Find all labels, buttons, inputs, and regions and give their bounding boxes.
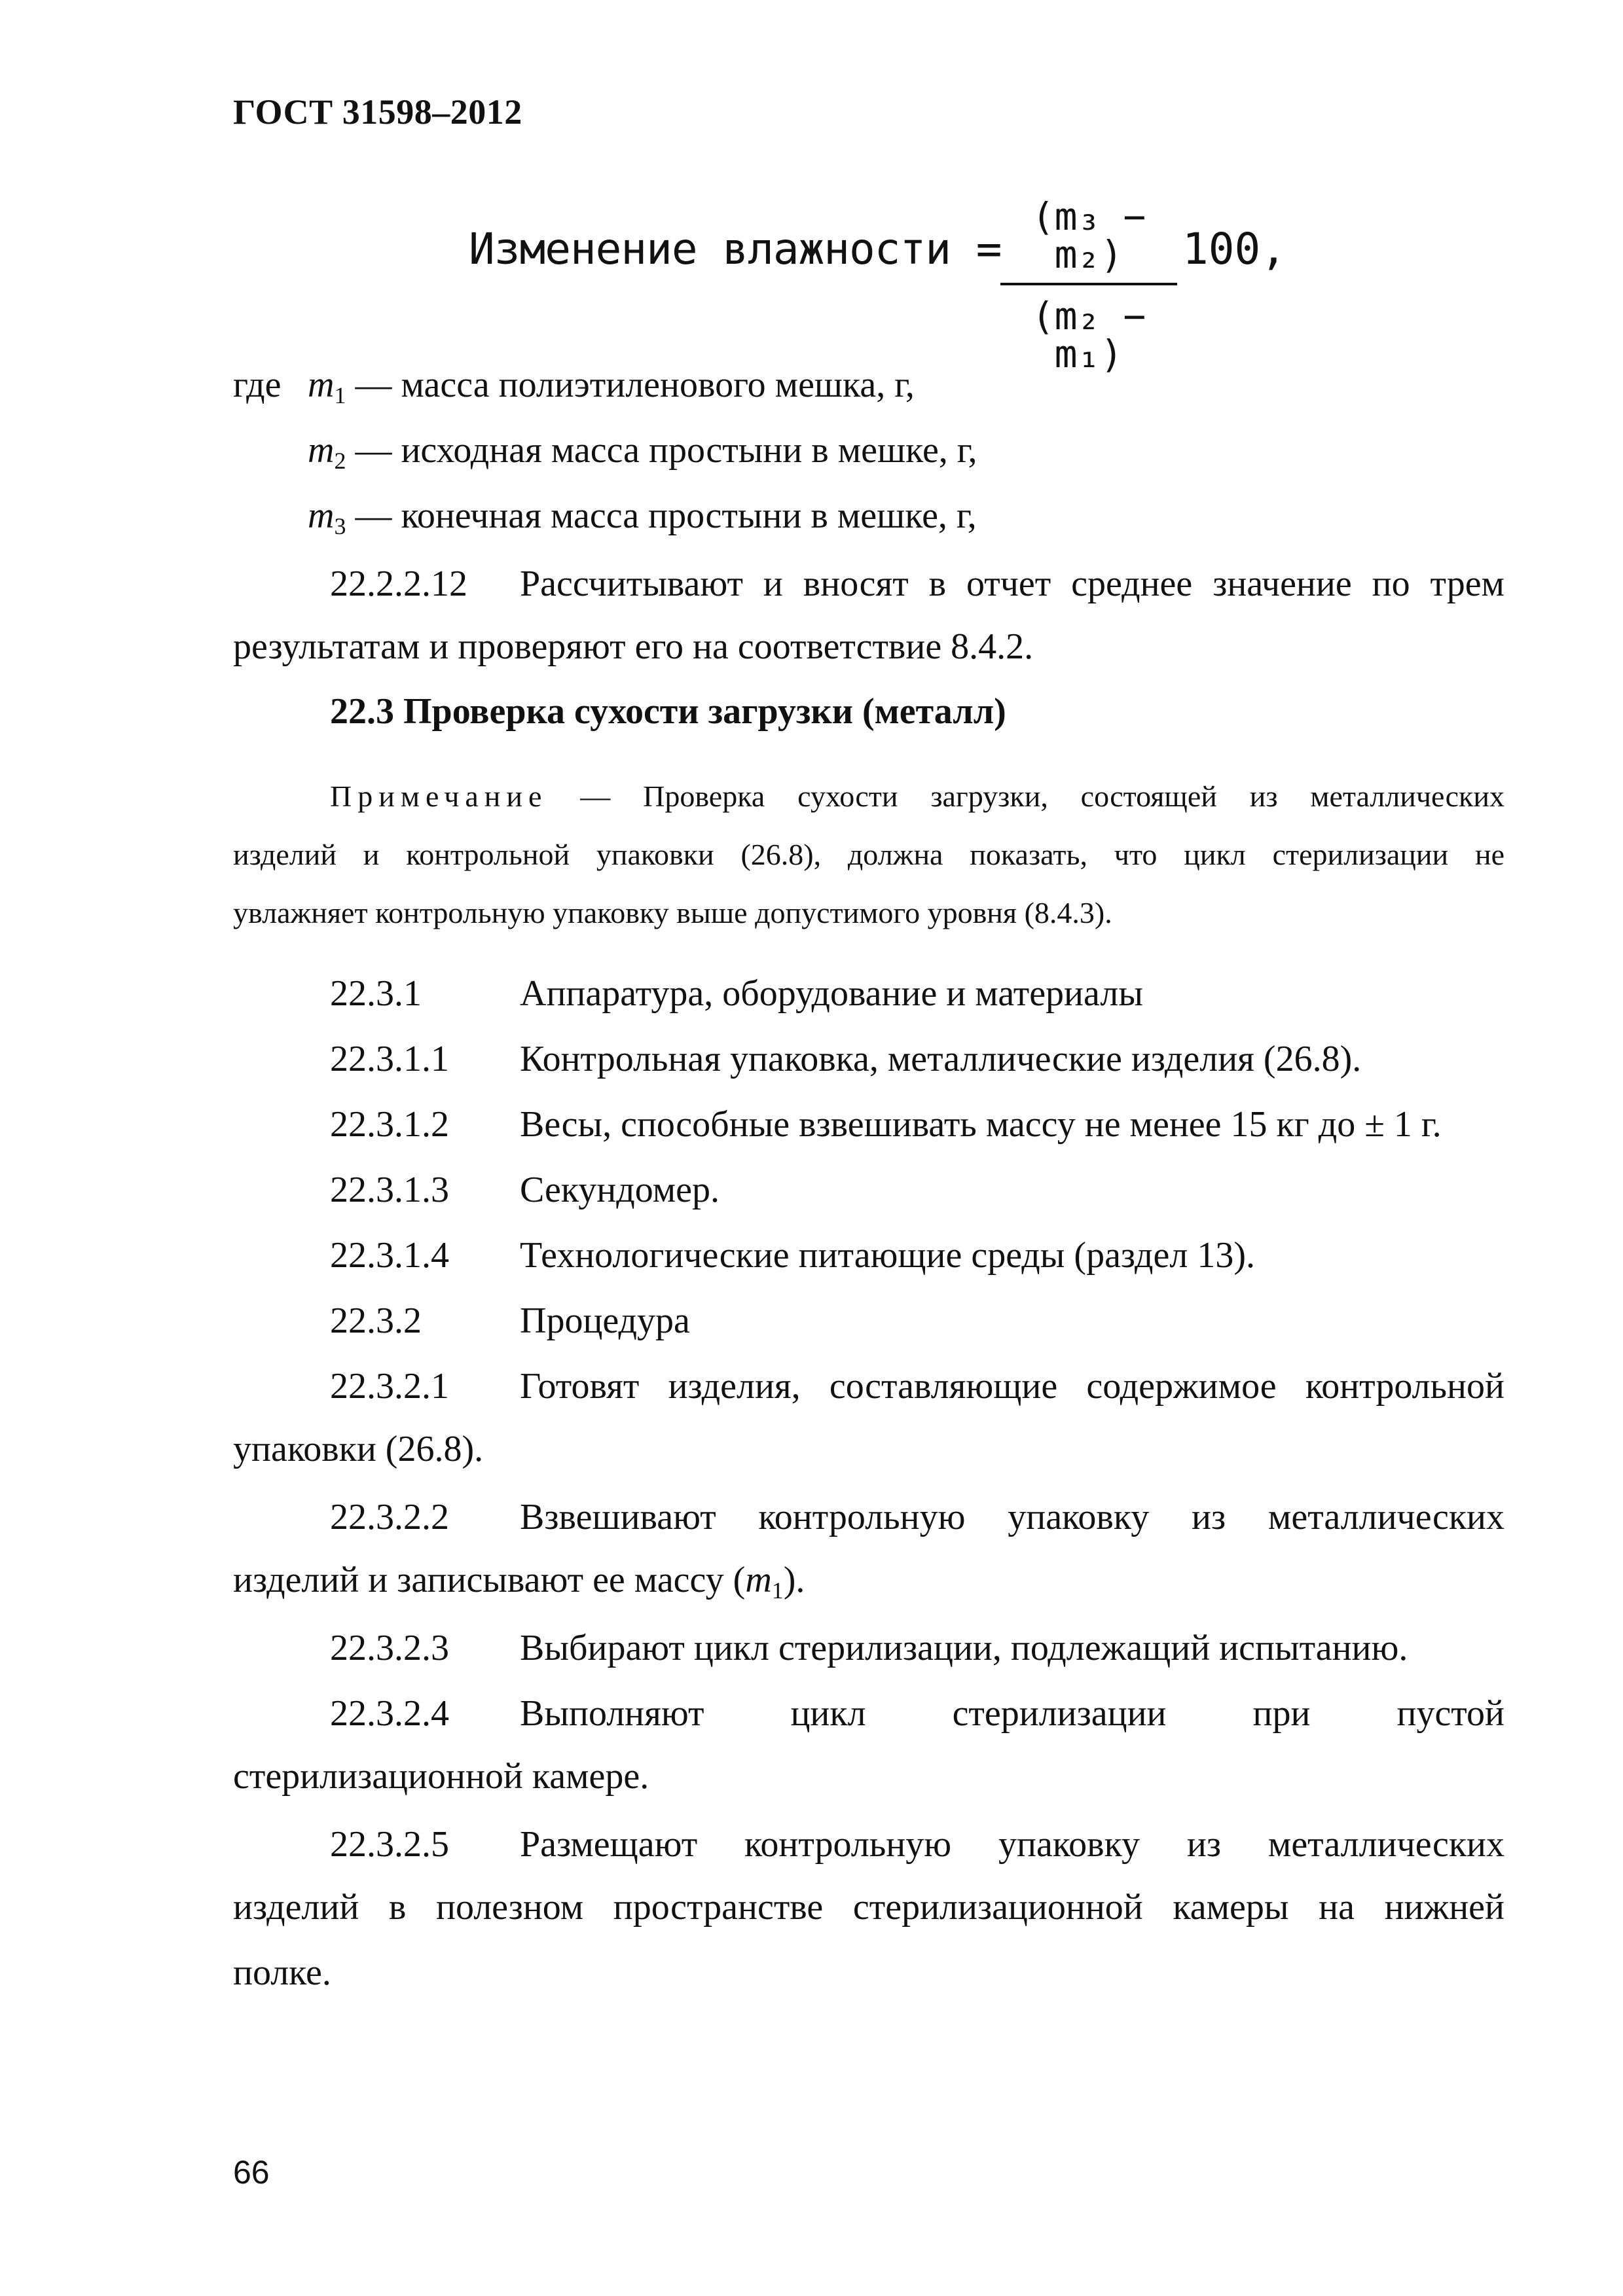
formula-numerator: (m₃ − m₂) bbox=[1031, 194, 1146, 277]
where-intro: где bbox=[233, 365, 282, 405]
where-item: $m_2$ — исходная масса простыни в мешке, г, bbox=[308, 430, 977, 474]
clause-text: Секундомер. bbox=[520, 1170, 720, 1210]
note-label: Примечание bbox=[330, 780, 548, 813]
clause-text: Весы, способные взвешивать массу не менее 15 кг до ± 1 г. bbox=[520, 1104, 1442, 1145]
clause-text: Рассчитывают и вносят в отчет среднее значение по трем bbox=[520, 564, 1504, 604]
clause-text: Процедура bbox=[520, 1300, 690, 1341]
where-item: $m_1$ — масса полиэтиленового мешка, г, bbox=[308, 365, 915, 408]
clause-text: Технологические питающие среды (раздел 13). bbox=[520, 1235, 1255, 1276]
clause-text-continuation: стерилизационной камере. bbox=[233, 1756, 649, 1797]
clause-text: Взвешивают контрольную упаковку из металлических bbox=[520, 1497, 1504, 1537]
clause-number: 22.3.2 bbox=[330, 1300, 422, 1341]
clause-number: 22.3.2.1 bbox=[330, 1366, 449, 1407]
note-line: Примечание — Проверка сухости загрузки, состоящей из металлических bbox=[330, 780, 1504, 813]
section-heading: 22.3 Проверка сухости загрузки (металл) bbox=[330, 691, 1006, 732]
clause-text: Аппаратура, оборудование и материалы bbox=[520, 973, 1143, 1014]
clause-number: 22.3.2.5 bbox=[330, 1824, 449, 1865]
clause-number: 22.3.2.2 bbox=[330, 1497, 449, 1537]
clause-number: 22.2.2.12 bbox=[330, 564, 467, 604]
clause-text-continuation: полке. bbox=[233, 1952, 331, 1993]
note-line: увлажняет контрольную упаковку выше допустимого уровня (8.4.3). bbox=[233, 896, 1112, 929]
note-line: изделий и контрольной упаковки (26.8), должна показать, что цикл стерилизации не bbox=[233, 838, 1504, 871]
clause-text-continuation: изделий в полезном пространстве стерилизационной камеры на нижней bbox=[233, 1887, 1504, 1928]
clause-text-continuation: упаковки (26.8). bbox=[233, 1429, 484, 1469]
clause-number: 22.3.1.3 bbox=[330, 1170, 449, 1210]
page-number: 66 bbox=[233, 2154, 270, 2191]
clause-text: Выбирают цикл стерилизации, подлежащий испытанию. bbox=[520, 1628, 1408, 1668]
clause-number: 22.3.1 bbox=[330, 973, 422, 1014]
where-item: $m_3$ — конечная масса простыни в мешке, г, bbox=[308, 495, 977, 539]
clause-text-continuation: результатам и проверяют его на соответствие 8.4.2. bbox=[233, 626, 1034, 667]
formula-lhs: Изменение влажности = bbox=[469, 224, 1002, 274]
formula-factor: 100, bbox=[1182, 224, 1286, 274]
clause-text: Готовят изделия, составляющие содержимое контрольной bbox=[520, 1366, 1504, 1407]
clause-number: 22.3.1.2 bbox=[330, 1104, 449, 1145]
clause-text: Размещают контрольную упаковку из металлических bbox=[520, 1824, 1504, 1865]
formula-fraction bbox=[1000, 194, 1177, 376]
clause-number: 22.3.1.1 bbox=[330, 1039, 449, 1079]
clause-text: Выполняют цикл стерилизации при пустой bbox=[520, 1693, 1504, 1734]
clause-number: 22.3.2.4 bbox=[330, 1693, 449, 1734]
document-title: ГОСТ 31598–2012 bbox=[233, 92, 522, 132]
formula-denominator: (m₂ − m₁) bbox=[1031, 294, 1146, 376]
clause-text: Контрольная упаковка, металлические изделия (26.8). bbox=[520, 1039, 1362, 1079]
clause-number: 22.3.2.3 bbox=[330, 1628, 449, 1668]
clause-number: 22.3.1.4 bbox=[330, 1235, 449, 1276]
clause-text-continuation: изделий и записывают ее массу $(m_1)$. bbox=[233, 1560, 805, 1604]
